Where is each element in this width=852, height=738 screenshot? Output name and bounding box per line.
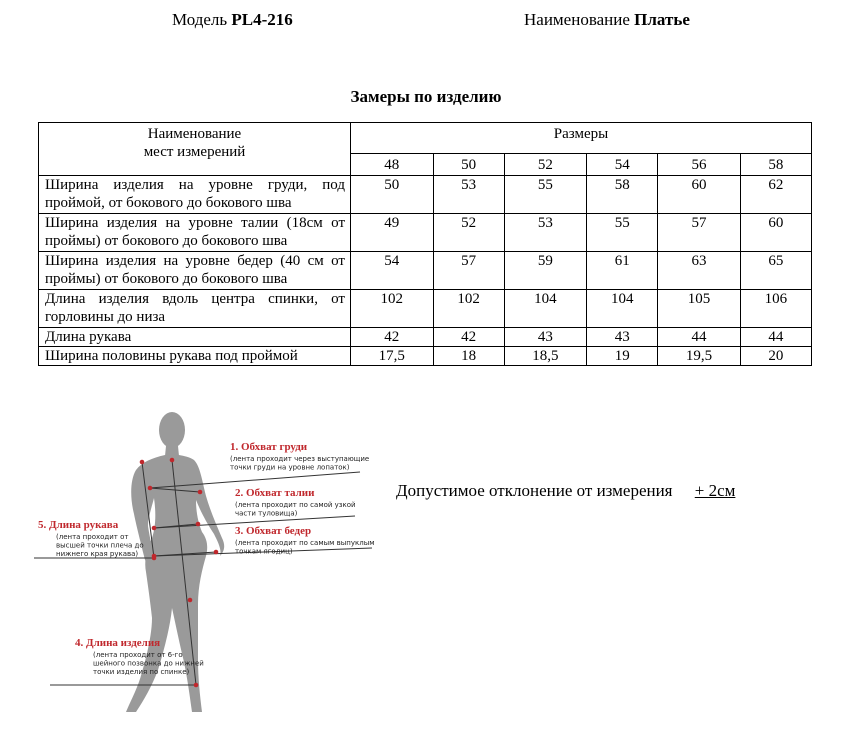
table-row — [39, 176, 812, 214]
measurement-value: 49 — [351, 214, 434, 252]
measurement-value: 59 — [504, 252, 587, 290]
measurement-value: 57 — [433, 252, 504, 290]
measurement-value: 18 — [433, 347, 504, 366]
measurement-value: 102 — [351, 290, 434, 328]
measure-point-icon — [140, 460, 145, 465]
measurement-value: 19,5 — [658, 347, 741, 366]
measurement-value: 55 — [587, 214, 658, 252]
name-value: Платье — [634, 10, 690, 29]
annotation-note: (лента проходит от 6-го — [93, 651, 183, 659]
annotation-note: (лента проходит по самым выпуклым — [235, 539, 375, 547]
tolerance-text: Допустимое отклонение от измерения — [396, 481, 673, 500]
annotation-note: (лента проходит через выступающие — [230, 455, 370, 463]
measurement-value: 43 — [504, 328, 587, 347]
annotation-note: высшей точки плеча до — [56, 541, 144, 550]
annotation-note: нижнего края рукава) — [56, 550, 139, 558]
measurement-value: 50 — [351, 176, 434, 214]
annotation-note: точки изделия по спинке) — [93, 668, 190, 676]
measurement-value: 55 — [504, 176, 587, 214]
measurement-value: 44 — [740, 328, 811, 347]
measurement-value: 58 — [587, 176, 658, 214]
measurement-name: Ширина половины рукава под проймой — [39, 347, 351, 366]
measurement-name: Ширина изделия на уровне талии (18см от проймы) от бокового до бокового шва — [39, 214, 351, 252]
measure-point-icon — [188, 598, 193, 603]
table-row — [39, 252, 812, 290]
annotation-note: шейного позвонка до нижней — [93, 659, 204, 668]
table-row — [39, 328, 812, 347]
measurement-value: 18,5 — [504, 347, 587, 366]
measurement-value: 104 — [504, 290, 587, 328]
measurement-value: 65 — [740, 252, 811, 290]
tolerance-value: + 2см — [694, 481, 736, 500]
tolerance-note — [396, 481, 735, 501]
measure-point-icon — [152, 526, 157, 531]
measure-point-icon — [198, 490, 203, 495]
measurement-value: 52 — [433, 214, 504, 252]
size-48: 48 — [351, 154, 434, 176]
table-title: Замеры по изделию — [350, 87, 502, 106]
measurement-value: 19 — [587, 347, 658, 366]
measurement-figure — [30, 400, 390, 720]
measurement-name: Ширина изделия на уровне груди, под проймой, от бокового до бокового шва — [39, 176, 351, 214]
header-label-line1: Наименование — [147, 126, 242, 142]
measurement-value: 60 — [740, 214, 811, 252]
measurement-value: 42 — [351, 328, 434, 347]
measurement-value: 106 — [740, 290, 811, 328]
annotation-note: точки груди на уровне лопаток) — [230, 463, 350, 472]
measurement-value: 42 — [433, 328, 504, 347]
measure-point-icon — [170, 458, 175, 463]
annotation-title: 3. Обхват бедер — [235, 525, 312, 537]
sizes-header: Размеры — [351, 123, 812, 154]
measurement-value: 44 — [658, 328, 741, 347]
measurement-value: 102 — [433, 290, 504, 328]
measurement-value: 104 — [587, 290, 658, 328]
measurement-value: 63 — [658, 252, 741, 290]
model-header — [172, 10, 293, 30]
measurements-table — [38, 122, 812, 366]
annotation-note: (лента проходит по самой узкой — [235, 501, 356, 509]
measurement-name: Длина рукава — [39, 328, 351, 347]
measurement-value: 57 — [658, 214, 741, 252]
table-row — [39, 214, 812, 252]
size-52: 52 — [504, 154, 587, 176]
measure-point-icon — [196, 522, 201, 527]
annotation-5 — [38, 519, 144, 558]
measurement-value: 61 — [587, 252, 658, 290]
measurement-value: 53 — [504, 214, 587, 252]
measurement-value: 60 — [658, 176, 741, 214]
annotation-note: (лента проходит от — [56, 533, 129, 541]
measurement-value: 54 — [351, 252, 434, 290]
measure-point-icon — [194, 683, 199, 688]
annotation-note: точкам ягодиц) — [235, 547, 293, 556]
measurement-name: Длина изделия вдоль центра спинки, от горловины до низа — [39, 290, 351, 328]
measurements-body — [39, 176, 812, 366]
table-row — [39, 347, 812, 366]
measurement-value: 17,5 — [351, 347, 434, 366]
table-row — [39, 290, 812, 328]
model-label: Модель — [172, 10, 228, 29]
measure-point-icon — [214, 550, 219, 555]
size-58: 58 — [740, 154, 811, 176]
measure-point-icon — [148, 486, 153, 491]
size-56: 56 — [658, 154, 741, 176]
annotation-title: 1. Обхват груди — [230, 441, 308, 453]
measurement-value: 53 — [433, 176, 504, 214]
measurement-value: 20 — [740, 347, 811, 366]
annotation-2 — [235, 487, 356, 518]
name-label: Наименование — [524, 10, 630, 29]
measurement-value: 43 — [587, 328, 658, 347]
measurement-name-header — [39, 123, 351, 176]
annotation-title: 2. Обхват талии — [235, 487, 315, 499]
header-label-line2: мест измерений — [143, 144, 246, 160]
annotation-note: части туловища) — [235, 509, 298, 518]
measure-point-icon — [152, 556, 157, 561]
annotation-title: 4. Длина изделия — [75, 637, 161, 649]
name-header — [524, 10, 690, 30]
size-50: 50 — [433, 154, 504, 176]
measurement-name: Ширина изделия на уровне бедер (40 см от проймы) от бокового до бокового шва — [39, 252, 351, 290]
measurement-value: 105 — [658, 290, 741, 328]
annotation-1 — [230, 441, 369, 472]
size-54: 54 — [587, 154, 658, 176]
model-value: PL4-216 — [231, 10, 293, 29]
measurement-value: 62 — [740, 176, 811, 214]
annotation-title: 5. Длина рукава — [38, 519, 119, 531]
